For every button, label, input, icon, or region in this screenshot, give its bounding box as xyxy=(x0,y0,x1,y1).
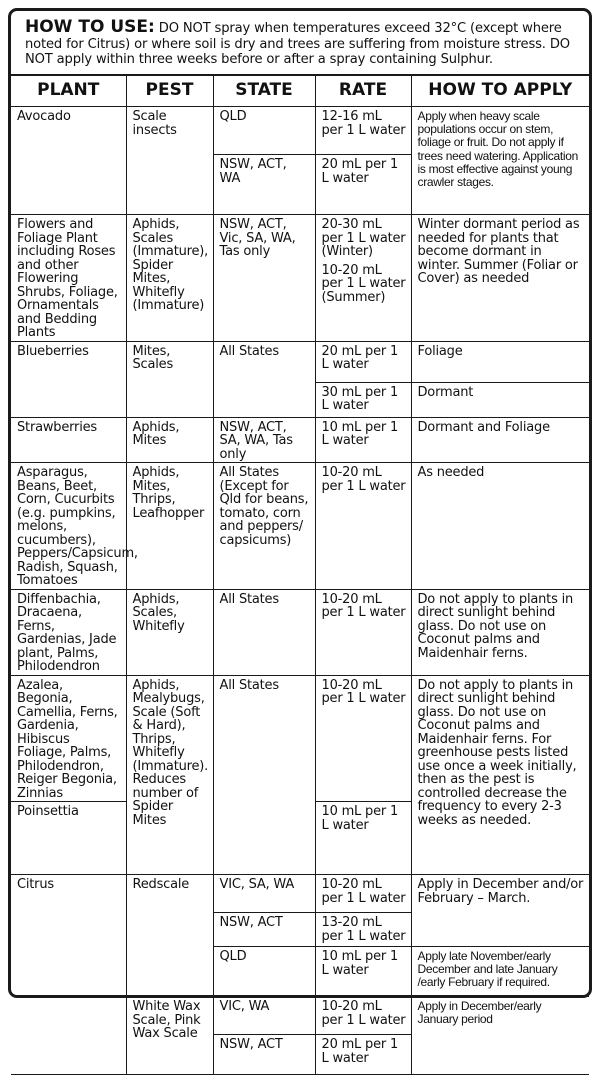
plant-cell: Strawberries xyxy=(11,417,126,463)
rate-cell: 10-20 mL per 1 L water xyxy=(315,589,411,675)
how-to-use-text: DO NOT spray when temperatures exceed 32°C (except where noted for Citrus) or where soil is dry and trees are suffering from moisture stress. DO NOT apply within three weeks before or after a spray containing Sulphur. xyxy=(25,21,570,67)
plant-cell: Citrus xyxy=(11,875,126,1075)
table-header-row xyxy=(11,76,589,107)
apply-cell: Dormant xyxy=(411,382,589,417)
apply-cell: Apply late November/early December and late January /early February if required. xyxy=(411,947,589,997)
rate-cell: 12-16 mL per 1 L water xyxy=(315,107,411,155)
state-cell: VIC, SA, WA xyxy=(213,875,315,913)
rate-cell: 10 mL per 1 L water xyxy=(315,802,411,875)
rate-cell: 20 mL per 1 L water xyxy=(315,155,411,215)
table-row-asparagus xyxy=(11,463,589,590)
rate-cell: 20 mL per 1 L water xyxy=(315,341,411,382)
apply-cell: Apply when heavy scale populations occur on stem, foliage or fruit. Do not apply if trees need watering. Application is most effective against young crawler stages. xyxy=(411,107,589,215)
rate-cell xyxy=(315,215,411,342)
state-cell: NSW, ACT, SA, WA, Tas only xyxy=(213,417,315,463)
header-plant: PLANT xyxy=(11,76,126,107)
plant-cell: Flowers and Foliage Plant including Roses and other Flowering Shrubs, Foliage, Ornamentals and Bedding Plants xyxy=(11,215,126,342)
pest-cell: Aphids, Scales (Immature), Spider Mites, Whitefly (Immature) xyxy=(126,215,213,342)
rate-cell: 10-20 mL per 1 L water xyxy=(315,997,411,1035)
rate-cell: 20 mL per 1 L water xyxy=(315,1035,411,1075)
pest-cell: Redscale xyxy=(126,875,213,997)
state-cell: All States xyxy=(213,341,315,417)
rate-cell: 10 mL per 1 L water xyxy=(315,947,411,997)
state-cell: NSW, ACT xyxy=(213,913,315,947)
pest-cell: Aphids, Mites xyxy=(126,417,213,463)
table-row-diffenbachia xyxy=(11,589,589,675)
pest-cell: Scale insects xyxy=(126,107,213,215)
plant-cell: Blueberries xyxy=(11,341,126,417)
rate-cell: 30 mL per 1 L water xyxy=(315,382,411,417)
state-cell: NSW, ACT, Vic, SA, WA, Tas only xyxy=(213,215,315,342)
state-cell: QLD xyxy=(213,107,315,155)
how-to-use-heading: HOW TO USE: xyxy=(25,17,155,37)
state-cell: NSW, ACT, WA xyxy=(213,155,315,215)
table-row-strawberries xyxy=(11,417,589,463)
header-rate: RATE xyxy=(315,76,411,107)
pest-cell: Aphids, Mealybugs, Scale (Soft & Hard), Thrips, Whitefly (Immature). Reduces number of Spider Mites xyxy=(126,675,213,875)
state-cell: VIC, WA xyxy=(213,997,315,1035)
table-row-avocado xyxy=(11,107,589,155)
rate-summer: 10-20 mL per 1 L water (Summer) xyxy=(321,262,406,305)
header-pest: PEST xyxy=(126,76,213,107)
plant-cell: Poinsettia xyxy=(11,802,126,875)
apply-cell: Apply in December/early January period xyxy=(411,997,589,1075)
table-row-citrus xyxy=(11,875,589,913)
state-cell: NSW, ACT xyxy=(213,1035,315,1075)
how-to-use-intro xyxy=(11,11,589,76)
pest-cell: Aphids, Scales, Whitefly xyxy=(126,589,213,675)
table-row-azalea xyxy=(11,675,589,802)
pest-cell: Mites, Scales xyxy=(126,341,213,417)
pest-cell: White Wax Scale, Pink Wax Scale xyxy=(126,997,213,1075)
state-cell: All States xyxy=(213,675,315,875)
rate-cell: 10 mL per 1 L water xyxy=(315,417,411,463)
plant-cell: Diffenbachia, Dracaena, Ferns, Gardenias, Jade plant, Palms, Philodendron xyxy=(11,589,126,675)
apply-cell: Apply in December and/or February – March. xyxy=(411,875,589,947)
state-cell: QLD xyxy=(213,947,315,997)
table-row-flowers xyxy=(11,215,589,342)
plant-cell: Avocado xyxy=(11,107,126,215)
state-cell: All States (Except for Qld for beans, tomato, corn and peppers/ capsicums) xyxy=(213,463,315,590)
rate-cell: 10-20 mL per 1 L water xyxy=(315,675,411,802)
apply-cell: Do not apply to plants in direct sunlight behind glass. Do not use on Coconut palms and Maidenhair ferns. For greenhouse pests listed use once a week initially, then as the pest is controlled decrease the frequency to every 2-3 weeks as needed. xyxy=(411,675,589,875)
pest-cell: Aphids, Mites, Thrips, Leafhopper xyxy=(126,463,213,590)
rate-cell: 10-20 mL per 1 L water xyxy=(315,875,411,913)
rate-cell: 13-20 mL per 1 L water xyxy=(315,913,411,947)
rate-winter: 20-30 mL per 1 L water (Winter) xyxy=(321,217,406,259)
usage-label xyxy=(8,8,592,1066)
state-cell: All States xyxy=(213,589,315,675)
apply-cell: Foliage xyxy=(411,341,589,382)
table-row-blueberries xyxy=(11,341,589,382)
apply-cell: As needed xyxy=(411,463,589,590)
header-state: STATE xyxy=(213,76,315,107)
apply-cell: Winter dormant period as needed for plants that become dormant in winter. Summer (Foliar or Cover) as needed xyxy=(411,215,589,342)
apply-cell: Dormant and Foliage xyxy=(411,417,589,463)
directions-table xyxy=(11,76,589,1075)
header-how-to-apply: HOW TO APPLY xyxy=(411,76,589,107)
rate-cell: 10-20 mL per 1 L water xyxy=(315,463,411,590)
plant-cell: Asparagus, Beans, Beet, Corn, Cucurbits (e.g. pumpkins, melons, cucumbers), Peppers/Capsicum, Radish, Squash, Tomatoes xyxy=(11,463,126,590)
plant-cell: Azalea, Begonia, Camellia, Ferns, Gardenia, Hibiscus Foliage, Palms, Philodendron, Reiger Begonia, Zinnias xyxy=(11,675,126,802)
apply-cell: Do not apply to plants in direct sunlight behind glass. Do not use on Coconut palms and Maidenhair ferns. xyxy=(411,589,589,675)
